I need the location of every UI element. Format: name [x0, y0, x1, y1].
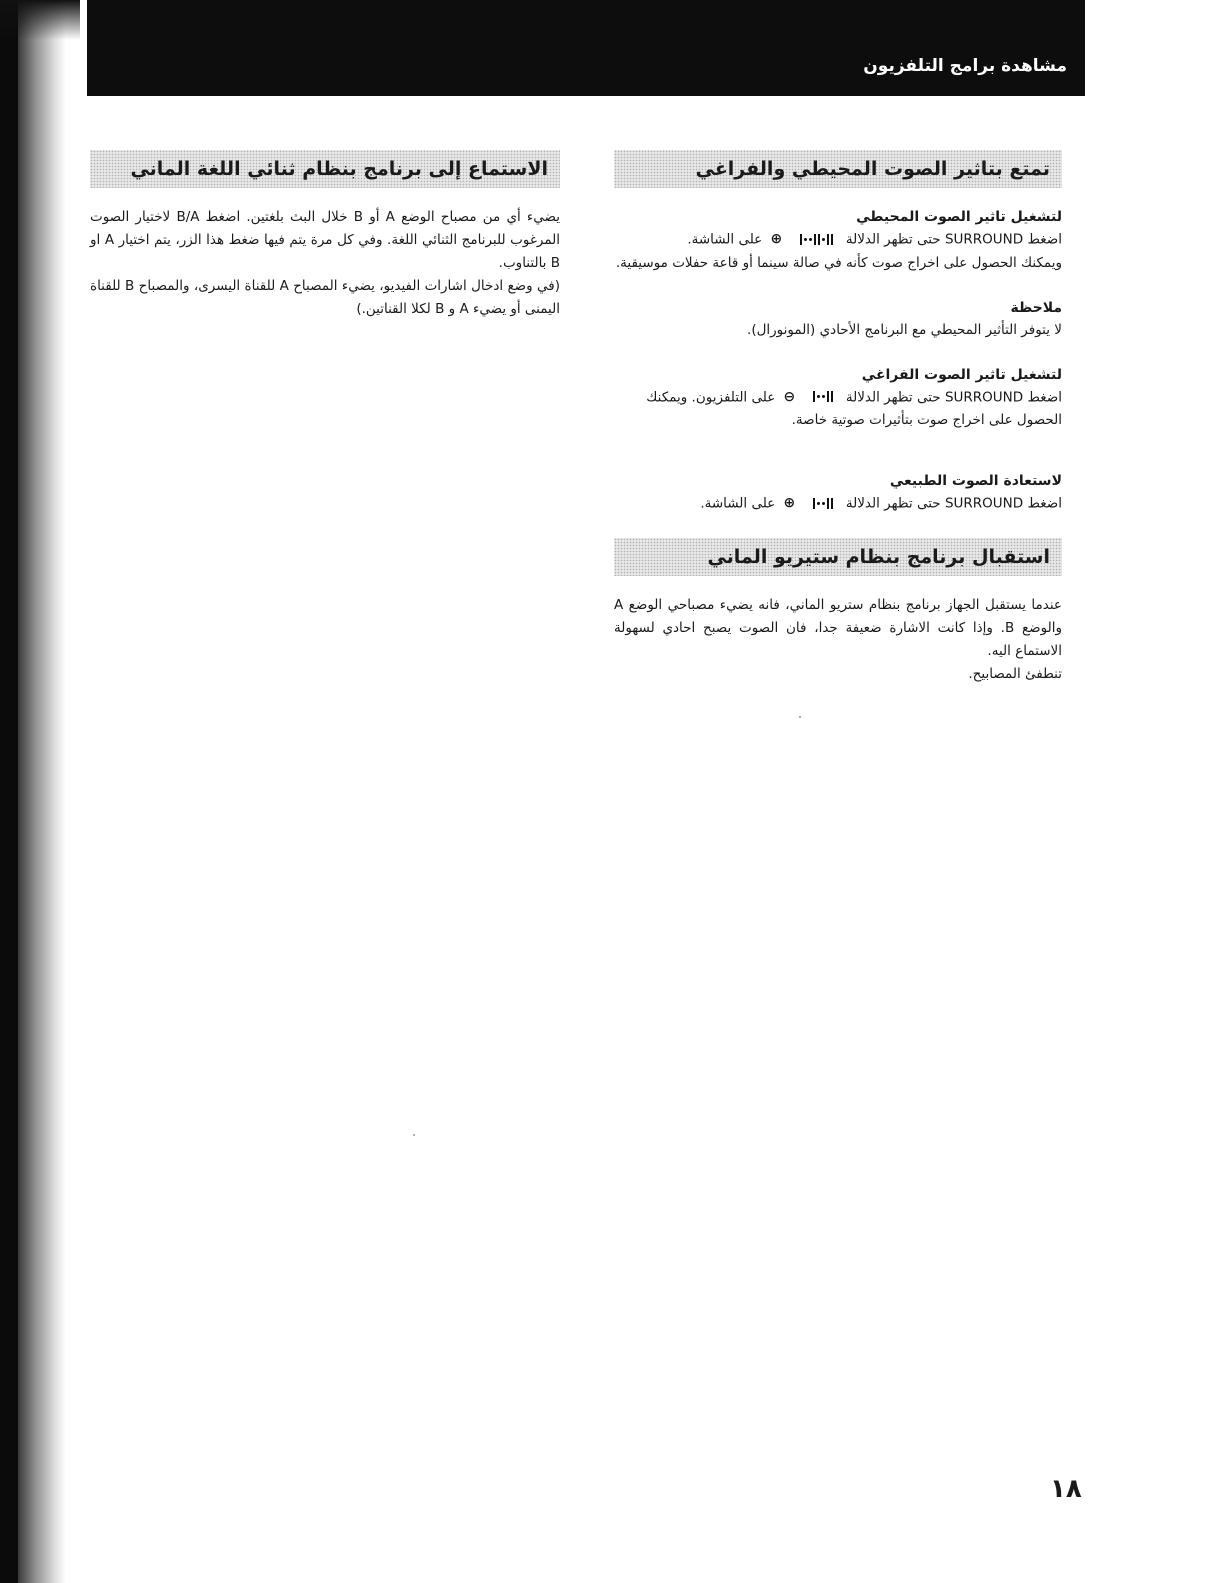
natural-line1-end: على الشاشة. [700, 495, 776, 512]
natural-line1 [614, 492, 1062, 516]
scan-speck [799, 716, 801, 718]
stereo-text2: تنطفئ المصابيح. [968, 665, 1062, 682]
stereo-heading: استقبال برنامج بنظام ستيريو الماني [614, 538, 1062, 576]
spatial-line2: الحصول على اخراج صوت بتأثيرات صوتية خاصة. [791, 412, 1062, 428]
note-block [614, 297, 1062, 342]
page-number: ١٨ [1050, 1474, 1082, 1504]
ambient-line2: ويمكنك الحصول على اخراج صوت كأنه في صالة سينما أو قاعة حفلات موسيقية. [615, 254, 1062, 271]
speaker-mode-icon: ⊖ [783, 388, 796, 405]
left-column [90, 150, 560, 321]
spatial-line1-start: اضغط SURROUND حتى تظهر الدلالة [845, 389, 1062, 405]
header-title: مشاهدة برامج التلفزيون [863, 56, 1067, 76]
scan-edge-shadow [18, 0, 66, 1583]
spatial-line1-end: على التلفزيون. ويمكنك [646, 389, 776, 405]
bilingual-heading: الاستماع إلى برنامج بنظام ثنائي اللغة الماني [90, 150, 560, 188]
ambient-line1-start: اضغط SURROUND حتى تظهر الدلالة [845, 231, 1062, 248]
spatial-subhead: لتشغيل تاثير الصوت الفراغي [861, 366, 1062, 383]
sound-bars-icon [799, 228, 834, 251]
right-column [614, 150, 1062, 686]
scan-edge [0, 0, 66, 1583]
stereo-text: عندما يستقبل الجهاز برنامج بنظام ستريو الماني، فانه يضيء مصباحي الوضع A والوضع B. وإذا كانت الاشارة ضعيفة جدا، فان الصوت يصبح احادي لسهولة الاستماع اليه. [614, 596, 1062, 659]
scan-edge-top [0, 0, 80, 40]
surround-heading: تمتع بتاثير الصوت المحيطي والفراغي [614, 150, 1062, 188]
note-subhead: ملاحظة [1010, 299, 1062, 316]
speaker-mode-icon: ⊕ [783, 495, 796, 511]
bilingual-text: يضيء أي من مصباح الوضع A أو B خلال البث بلغتين. اضغط B/A لاختيار الصوت المرغوب للبرنامج الثنائي اللغة. وفي كل مرة يتم فيها ضغط هذا الزر، يتم اختيار A او B بالتناوب. [90, 209, 560, 271]
natural-block [614, 470, 1062, 516]
speaker-mode-icon: ⊕ [770, 231, 783, 247]
natural-subhead: لاستعادة الصوت الطبيعي [889, 473, 1062, 489]
spatial-block [614, 364, 1062, 433]
ambient-line1 [614, 228, 1062, 252]
header-bar [87, 0, 1085, 96]
scan-speck [413, 1134, 415, 1136]
bilingual-note: (في وضع ادخال اشارات الفيديو، يضيء المصباح A للقناة اليسرى، والمصباح B للقناة اليمنى أو يضيء A و B لكلا القناتين.) [90, 278, 560, 317]
scan-edge-dark [0, 0, 18, 1583]
natural-line1-start: اضغط SURROUND حتى تظهر الدلالة [845, 495, 1062, 512]
ambient-line1-end: على الشاشة. [687, 231, 763, 248]
ambient-block [614, 206, 1062, 275]
spatial-line1 [614, 386, 1062, 410]
ambient-subhead: لتشغيل تاثير الصوت المحيطي [856, 209, 1062, 225]
sound-bars-icon [812, 386, 834, 409]
sound-bars-icon [812, 492, 834, 515]
note-text: لا يتوفر التأثير المحيطي مع البرنامج الأحادي (المونورال). [747, 321, 1062, 338]
